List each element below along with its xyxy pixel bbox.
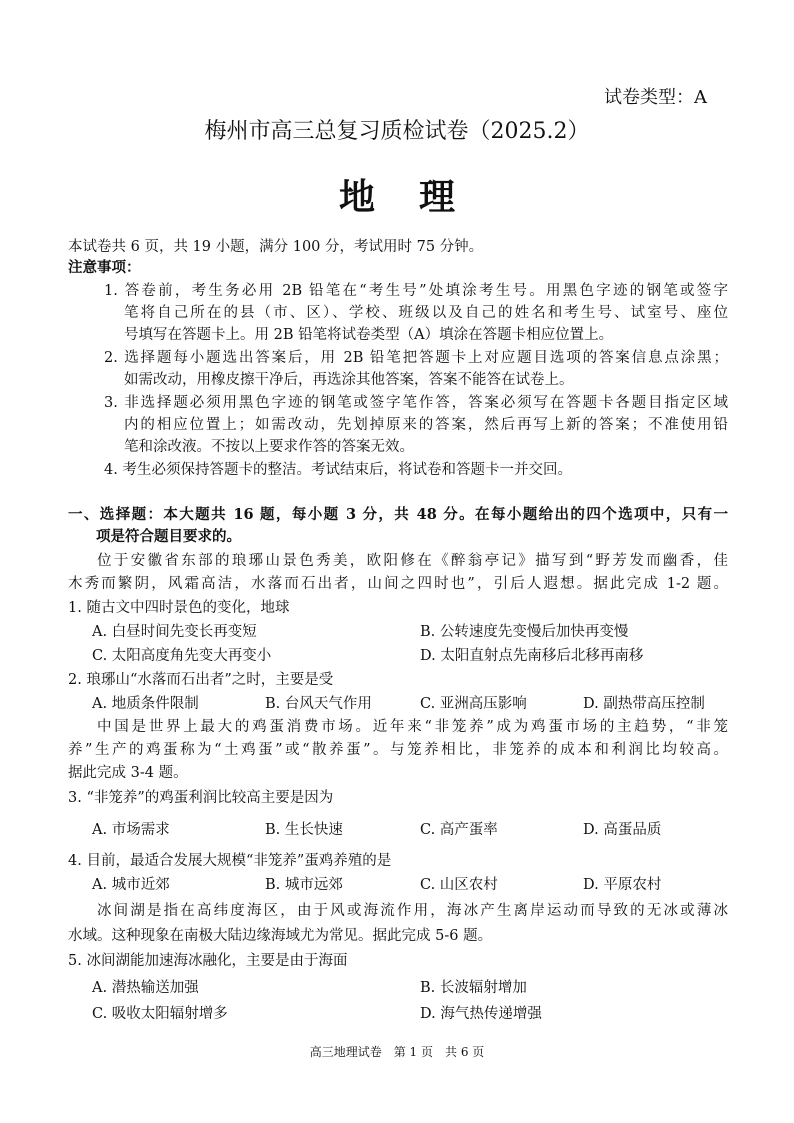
passage-text: 冰间湖是指在高纬度海区，由于风或海流作用，海冰产生离岸运动而导致的无冰或薄冰 bbox=[97, 903, 728, 919]
intro-text: 本试卷共 6 页，共 19 小题，满分 100 分，考试用时 75 分钟。 bbox=[68, 239, 484, 255]
note-item-cont: 如需改动，用橡皮擦干净后，再选涂其他答案，答案不能答在试卷上。 bbox=[124, 372, 574, 388]
note-item-cont: 内的相应位置上；如需改动，先划掉原来的答案，然后再写上新的答案；不准使用铅 bbox=[124, 417, 728, 433]
option: D. 海气热传递增强 bbox=[420, 1006, 542, 1022]
note-item-cont: 笔和涂改液。不按以上要求作答的答案无效。 bbox=[124, 439, 414, 455]
paper-type: 试卷类型：A bbox=[604, 87, 707, 108]
option: A. 地质条件限制 bbox=[92, 696, 199, 712]
option: D. 高蛋品质 bbox=[583, 822, 662, 838]
page-footer: 高三地理试卷 第 1 页 共 6 页 bbox=[309, 1045, 485, 1059]
passage-text: 木秀而繁阴，风霜高洁，水落而石出者，山间之四时也”，引后人遐想。据此完成 1-2 题。 bbox=[68, 576, 728, 592]
passage-text: 养”生产的鸡蛋称为“土鸡蛋”或“散养蛋”。与笼养相比，非笼养的成本和利润比均较高。 bbox=[68, 742, 728, 758]
note-item: 2. 选择题每小题选出答案后，用 2B 铅笔把答题卡上对应题目选项的答案信息点涂黑； bbox=[104, 350, 728, 366]
option: B. 长波辐射增加 bbox=[420, 980, 527, 996]
option: A. 白昼时间先变长再变短 bbox=[92, 624, 257, 640]
option: C. 高产蛋率 bbox=[420, 822, 498, 838]
section-heading: 一、选择题：本大题共 16 题，每小题 3 分，共 48 分。在每小题给出的四个选项中，只有一 bbox=[68, 506, 728, 523]
option: C. 山区农村 bbox=[420, 877, 498, 893]
option: D. 副热带高压控制 bbox=[583, 696, 705, 712]
page-title: 梅州市高三总复习质检试卷（2025.2） bbox=[204, 119, 590, 144]
option: C. 吸收太阳辐射增多 bbox=[92, 1006, 228, 1022]
notes-heading: 注意事项： bbox=[68, 259, 141, 276]
option: D. 平原农村 bbox=[583, 877, 662, 893]
question-stem: 2. 琅琊山“水落而石出者”之时，主要是受 bbox=[68, 672, 334, 688]
option: A. 市场需求 bbox=[92, 822, 170, 838]
note-item-cont: 号填写在答题卡上。用 2B 铅笔将试卷类型（A）填涂在答题卡相应位置上。 bbox=[124, 327, 614, 343]
passage-text: 中国是世界上最大的鸡蛋消费市场。近年来“非笼养”成为鸡蛋市场的主趋势，“非笼 bbox=[97, 719, 728, 735]
option: A. 潜热输送加强 bbox=[92, 980, 199, 996]
option: A. 城市近郊 bbox=[92, 877, 170, 893]
question-stem: 5. 冰间湖能加速海冰融化，主要是由于海面 bbox=[68, 953, 348, 969]
passage-text: 据此完成 3-4 题。 bbox=[68, 765, 188, 781]
option: D. 太阳直射点先南移后北移再南移 bbox=[420, 648, 644, 664]
passage-text: 水域。这种现象在南极大陆边缘海域尤为常见。据此完成 5-6 题。 bbox=[68, 928, 493, 944]
option: B. 城市远郊 bbox=[265, 877, 343, 893]
passage-text: 位于安徽省东部的琅琊山景色秀美，欧阳修在《醉翁亭记》描写到“野芳发而幽香，佳 bbox=[97, 553, 728, 569]
note-item: 4. 考生必须保持答题卡的整洁。考试结束后，将试卷和答题卡一并交回。 bbox=[104, 462, 572, 478]
option: C. 亚洲高压影响 bbox=[420, 696, 527, 712]
section-heading-cont: 项是符合题目要求的。 bbox=[96, 528, 241, 545]
question-stem: 4. 目前，最适合发展大规模“非笼养”蛋鸡养殖的是 bbox=[68, 853, 392, 869]
note-item: 3. 非选择题必须用黑色字迹的钢笔或签字笔作答，答案必须写在答题卡各题目指定区域 bbox=[104, 395, 728, 411]
option: C. 太阳高度角先变大再变小 bbox=[92, 648, 272, 664]
question-stem: 3. “非笼养”的鸡蛋利润比较高主要是因为 bbox=[68, 790, 334, 806]
subject-title: 地理 bbox=[338, 176, 499, 218]
option: B. 公转速度先变慢后加快再变慢 bbox=[420, 624, 629, 640]
note-item: 1. 答卷前，考生务必用 2B 铅笔在“考生号”处填涂考生号。用黑色字迹的钢笔或签字 bbox=[104, 283, 728, 299]
question-stem: 1. 随古文中四时景色的变化，地球 bbox=[68, 600, 290, 616]
option: B. 台风天气作用 bbox=[265, 696, 372, 712]
option: B. 生长快速 bbox=[265, 822, 343, 838]
note-item-cont: 笔将自己所在的县（市、区）、学校、班级以及自己的姓名和考生号、试室号、座位 bbox=[124, 305, 728, 321]
